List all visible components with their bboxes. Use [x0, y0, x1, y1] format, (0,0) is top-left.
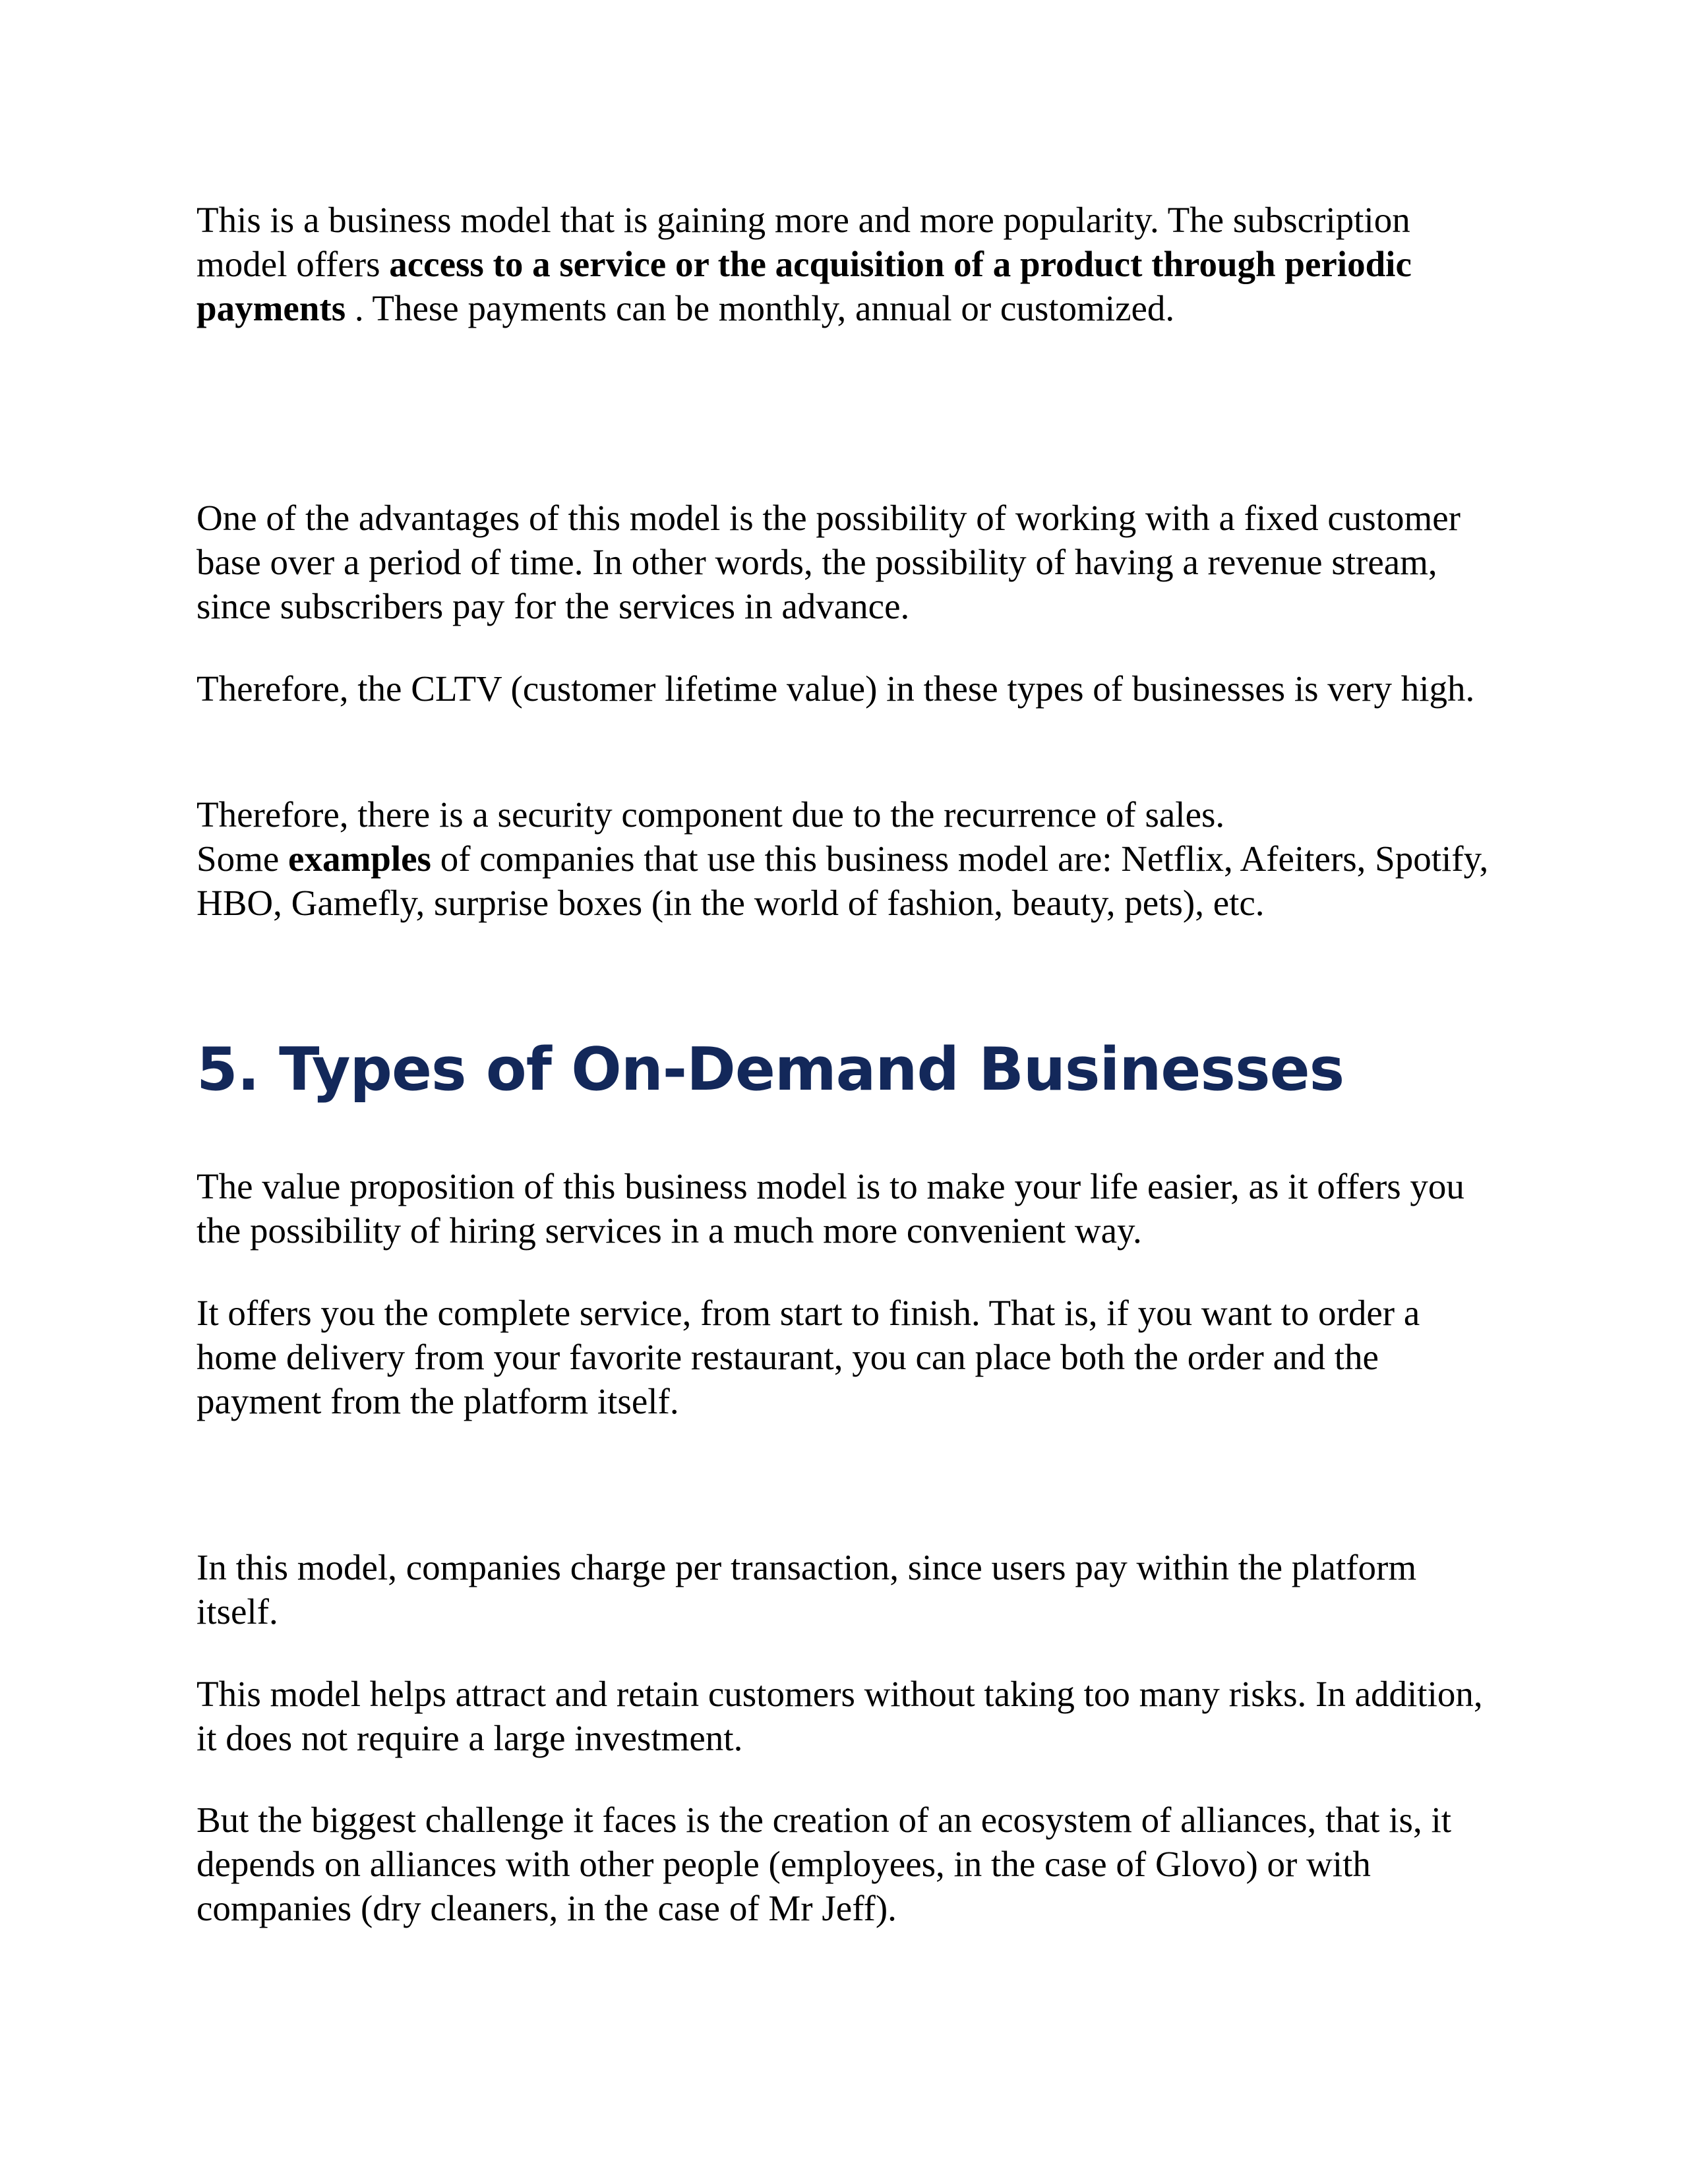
paragraph-text: Some: [196, 839, 289, 879]
paragraph-text: But the biggest challenge it faces is the creation of an ecosystem of alliances, that is, it depends on alliances with other people (employees, in the case of Glovo) or with companies (dry cleaners, in the case of Mr Jeff).: [196, 1800, 1452, 1928]
paragraph-text: Therefore, the CLTV (customer lifetime value) in these types of businesses is very high.: [196, 668, 1475, 709]
paragraph-biggest-challenge: [196, 1798, 1502, 1930]
paragraph-advantages: [196, 496, 1502, 628]
section-heading: 5. Types of On-Demand Businesses: [196, 1035, 1344, 1104]
paragraph-complete-service: [196, 1291, 1502, 1423]
paragraph-text: It offers you the complete service, from start to finish. That is, if you want to order a home delivery from your favorite restaurant, you can place both the order and the payment from the platform itself.: [196, 1293, 1420, 1421]
paragraph-text: In this model, companies charge per transaction, since users pay within the platform itself.: [196, 1547, 1417, 1632]
paragraph-per-transaction: [196, 1545, 1502, 1634]
paragraph-value-proposition: [196, 1164, 1502, 1253]
paragraph-text: of companies that use this business model are: Netflix, Afeiters, Spotify, HBO, Gamefly, surprise boxes (in the world of fashion, beauty, pets), etc.: [196, 839, 1489, 923]
bold-phrase: examples: [288, 839, 431, 879]
paragraph-cltv: [196, 666, 1502, 711]
paragraph-examples: [196, 792, 1502, 925]
paragraph-text: . These payments can be monthly, annual or customized.: [346, 288, 1175, 328]
paragraph-text: The value proposition of this business model is to make your life easier, as it offers you the possibility of hiring services in a much more convenient way.: [196, 1166, 1464, 1251]
paragraph-subscription-intro: [196, 198, 1502, 330]
paragraph-text: One of the advantages of this model is the possibility of working with a fixed customer base over a period of time. In other words, the possibility of having a revenue stream, since subscribers pay for the services in advance.: [196, 498, 1461, 626]
bold-phrase: access to a service or the acquisition of a product through periodic payments: [196, 244, 1412, 328]
paragraph-attract-retain: [196, 1672, 1502, 1760]
paragraph-text: This model helps attract and retain customers without taking too many risks. In addition, it does not require a large investment.: [196, 1674, 1483, 1758]
paragraph-text: Therefore, there is a security component due to the recurrence of sales.: [196, 794, 1225, 835]
paragraph-text: This is a business model that is gaining more and more popularity. The subscription model offers: [196, 200, 1410, 284]
